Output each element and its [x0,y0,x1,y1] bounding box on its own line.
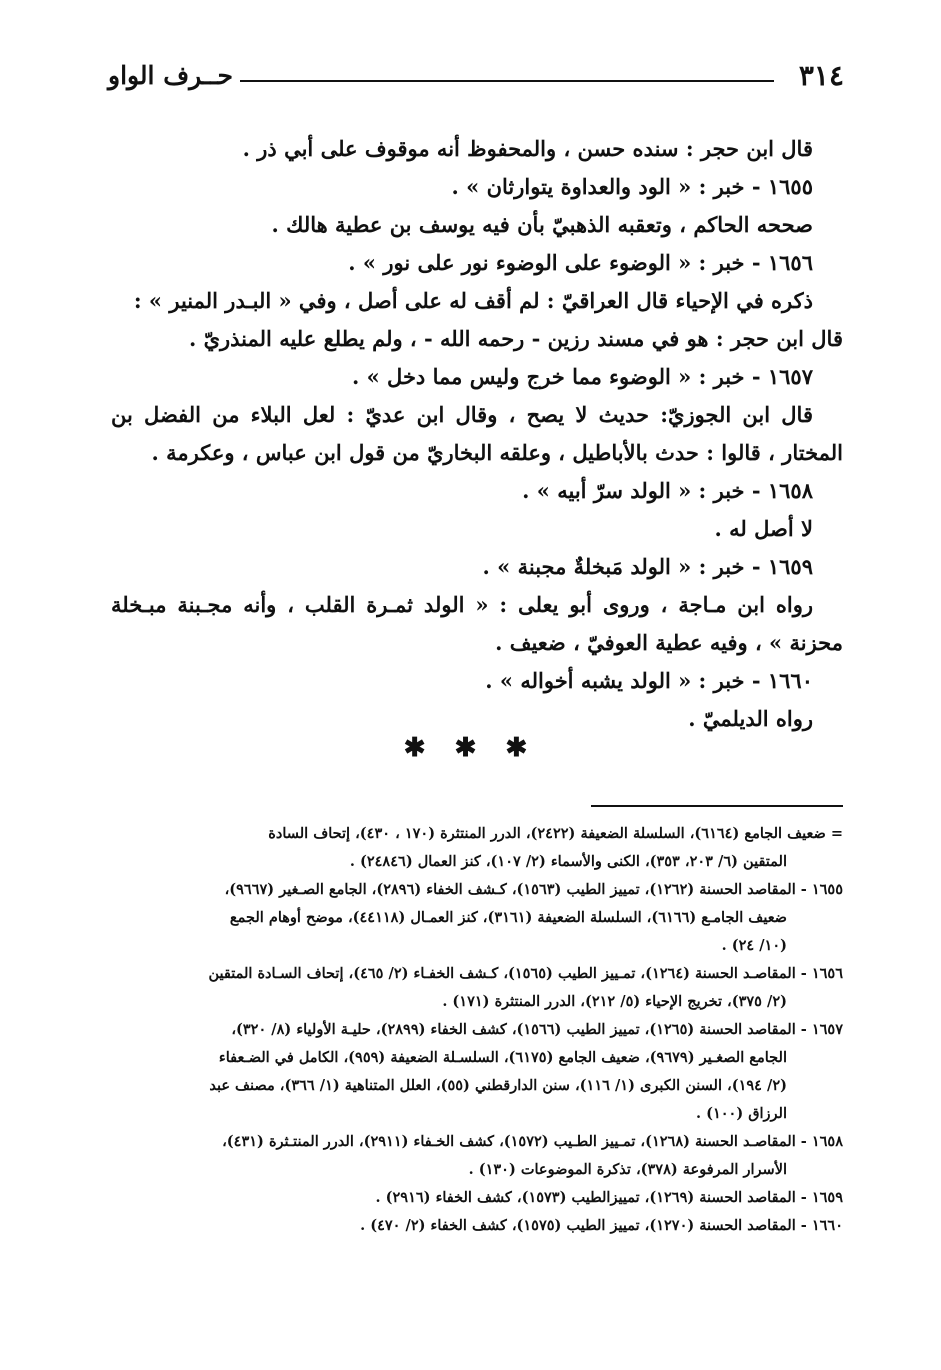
footnote-rule [591,805,843,807]
footnote-line: (١٠/ ٢٤) . [721,937,787,954]
footnote-line-1658: ١٦٥٨ - المقاصـد الحسنة (١٢٦٨)، تمـييز الطـيب (١٥٧٢)، كشف الخـفاء (٢٩١١)، الدرر المنتـثرة (٤٣١)، [222,1133,843,1150]
body-line: صححه الحاكم ، وتعقبه الذهبيّ بأن فيه يوسف بن عطية هالك . [271,212,813,237]
body-line: قال ابن حجر : سنده حسن ، والمحفوظ أنه موقوف على أبي ذر . [242,136,813,161]
footnote-line: الأسرار المرفوعة (٣٧٨)، تذكرة الموضوعات (١٣٠) . [468,1161,787,1178]
footnote-line: (٢/ ٣٧٥)، تخريج الإحياء (٥/ ٢١٢)، الدرر المنتثرة (١٧١) . [442,993,787,1010]
body-line: قال ابن حجر : هو في مسند رزين - رحمه الله - ، ولم يطلع عليه المنذريّ . [188,326,843,351]
running-title: حــرف الواو [108,61,234,90]
body-line: رواه ابن مـاجة ، وروى أبو يعلى : « الولد ثمـرة القلب ، وأنه مجـبنة مبـخلة [111,592,813,617]
body-line-entry-1655: ١٦٥٥ - خبر : « الود والعداوة يتوارثان » . [451,174,813,199]
body-line: المختار ، قالوا : حدث بالأباطيل ، وعلقه البخاريّ من قول ابن عباس ، وعكرمة . [151,440,843,465]
body-line: قال ابن الجوزيّ: حديث لا يصح ، وقال ابن عديّ : لعل البلاء من الفضل بن [111,402,813,427]
footnote-line-1659: ١٦٥٩ - المقاصد الحسنة (١٢٦٩)، تمييزالطيب (١٥٧٣)، كشف الخفاء (٢٩١٦) . [375,1189,843,1206]
footnote-line: الجامع الصغـير (٩٦٧٩)، ضعيف الجامع (٦١٧٥)، السلسـلة الضعيفة (٩٥٩)، الكامل في الضـعفاء [218,1049,787,1066]
body-line-entry-1656: ١٦٥٦ - خبر : « الوضوء على الوضوء نور على نور » . [348,250,813,275]
page-header [108,58,844,94]
footnote-line-1655: ١٦٥٥ - المقاصد الحسنة (١٢٦٢)، تمييز الطيب (١٥٦٣)، كـشف الخفاء (٢٨٩٦)، الجامع الصـغير (٩٦٦٧)، [224,881,843,898]
footnotes [103,820,843,1240]
footnote-line: الرزاق (١٠٠) . [696,1105,787,1122]
body-line: رواه الديلميّ . [688,706,813,731]
body-line-entry-1657: ١٦٥٧ - خبر : « الوضوء مما خرج وليس مما دخل » . [351,364,813,389]
body-line-entry-1659: ١٦٥٩ - خبر : « الولد مَبخلةٌ مجبنة » . [482,554,813,579]
header-rule [240,80,774,82]
body-line: لا أصل له . [714,516,813,541]
body-line-entry-1658: ١٦٥٨ - خبر : « الولد سرّ أبيه » . [522,478,813,503]
footnote-line-1657: ١٦٥٧ - المقاصد الحسنة (١٢٦٥)، تمييز الطيب (١٥٦٦)، كشف الخفاء (٢٨٩٩)، حليـة الأولياء (٨/ ٣٢٠)، [231,1021,843,1038]
footnote-line: = ضعيف الجامع (٦١٦٤)، السلسلة الضعيفة (٢٤٢٢)، الدرر المنتثرة (١٧٠ ، ٤٣٠)، إتحاف السادة [268,825,843,842]
footnote-line: (٢/ ١٩٤)، السنن الكبرى (١/ ١١٦)، سنن الدارقطني (٥٥)، العلل المتناهية (١/ ٣٦٦)، مصنف عبد [209,1077,787,1094]
main-text [111,130,843,738]
footnote-line-1660: ١٦٦٠ - المقاصد الحسنة (١٢٧٠)، تمييز الطيب (١٥٧٥)، كشف الخفاء (٢/ ٤٧٠) . [360,1217,843,1234]
footnote-line: المتقين (٦/ ٢٠٣، ٣٥٣)، الكنى والأسماء (٢/ ١٠٧)، كنز العمال (٢٤٨٤٦) . [349,853,787,870]
page-number: ٣١٤ [798,59,844,92]
body-line: محزنة » ، وفيه عطية العوفيّ ، ضعيف . [495,630,843,655]
footnote-line-1656: ١٦٥٦ - المقاصـد الحسنة (١٢٦٤)، تمـييز الطيب (١٥٦٥)، كـشف الخفـاء (٢/ ٤٦٥)، إتحاف السـادة المتقين [208,965,843,982]
body-line-entry-1660: ١٦٦٠ - خبر : « الولد يشبه أخواله » . [485,668,813,693]
footnote-line: ضعيف الجامـع (٦١٦٦)، السلسلة الضعيفة (٣١٦١)، كنز العمـال (٤٤١١٨)، موضح أوهام الجمع [229,909,787,926]
section-separator: ✱ ✱ ✱ [403,733,538,763]
body-line: ذكره في الإحياء قال العراقيّ : لم أقف له على أصل ، وفي « البـدر المنير » : [133,288,813,313]
